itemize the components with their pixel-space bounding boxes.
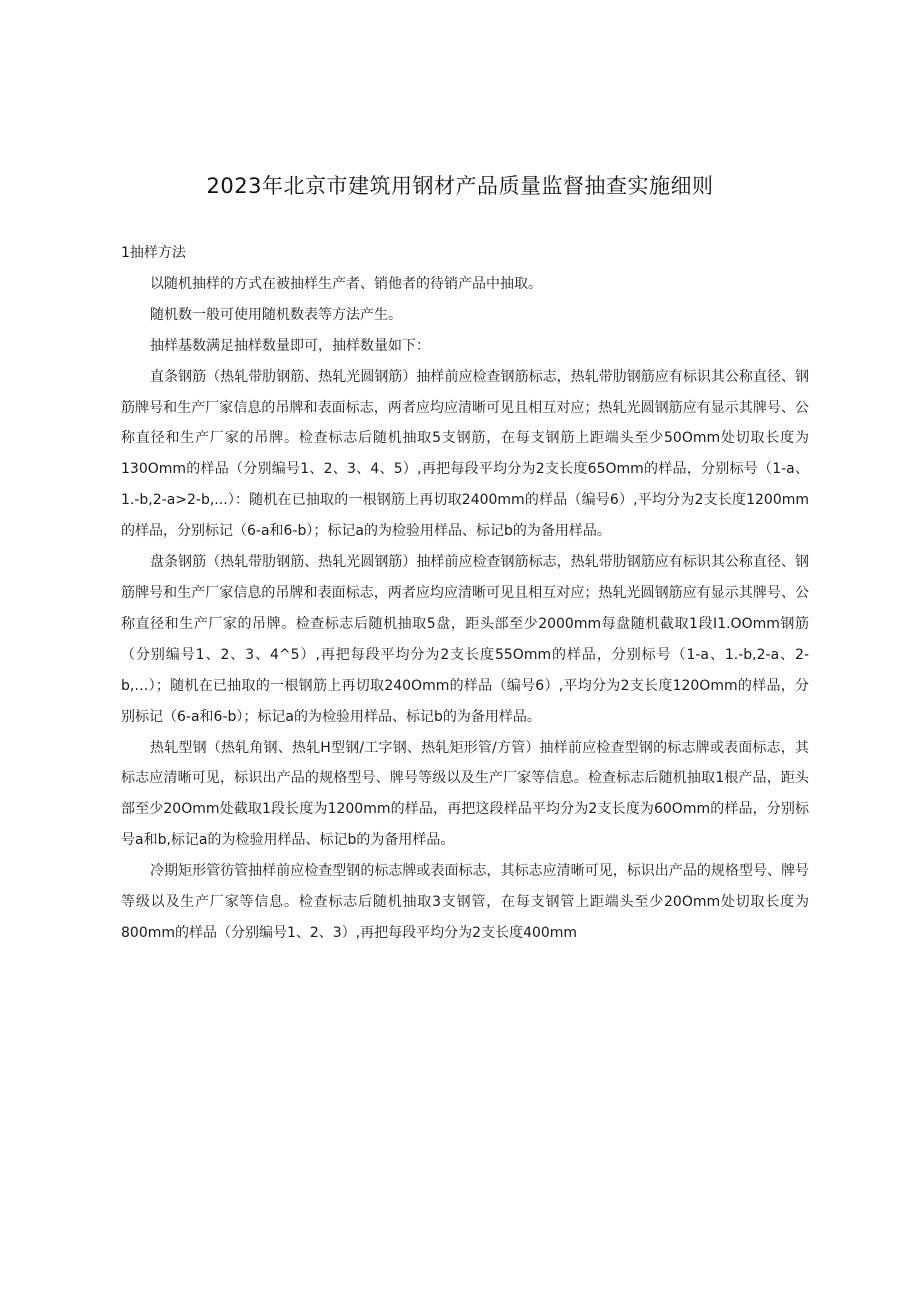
paragraph-sampling-quantity: 抽样基数满足抽样数量即可，抽样数量如下： bbox=[150, 337, 430, 354]
paragraph-sampling-method: 以随机抽样的方式在被抽样生产者、销他者的待销产品中抽取。 bbox=[150, 275, 542, 292]
paragraph-hot-rolled-section: 热轧型钢（热轧角钢、热轧H型钢/工字钢、热轧矩形管/方管）抽样前应检查型钢的标志牌或表面标志，其标志应清晰可见，标识出产品的规格型号、牌号等级以及生产厂家等信息。检查标志后随机抽取1根产品，距头部至少20Omm处截取1段长度为1200mm的样品，再把这段样品平均分为2支长度为60Omm的样品，分别标号a和b,标记a的为检验用样品、标记b的为备用样品。 bbox=[121, 739, 809, 849]
paragraph-coiled-rebar: 盘条钢筋（热轧带肋钢筋、热轧光圆钢筋）抽样前应检查钢筋标志，热轧带肋钢筋应有标识其公称直径、钢筋牌号和生产厂家信息的吊牌和表面标志，两者应均应清晰可见且相互对应；热轧光圆钢筋应有显示其牌号、公称直径和生产厂家的吊牌。检查标志后随机抽取5盘，距头部至少2000mm每盘随机截取1段I1.OOmm钢筋（分别编号1、2、3、4^5）,再把每段平均分为2支长度55Omm的样品，分别标号（1-a、1.-b,2-a、2-b,…）；随机在已抽取的一根钢筋上再切取240Omm的样品（编号6）,平均分为2支长度120Omm的样品，分别标记（6-a和6-b）；标记a的为检验用样品、标记b的为备用样品。 bbox=[121, 554, 809, 725]
paragraph-cold-formed-tube: 冷期矩形管彷管抽样前应检查型钢的标志牌或表面标志，其标志应清晰可见，标识出产品的规格型号、牌号等级以及生产厂家等信息。检查标志后随机抽取3支钢管，在每支钢管上距端头至少20Omm处切取长度为800mm的样品（分别编号1、2、3）,再把每段平均分为2支长度400mm bbox=[121, 863, 809, 941]
paragraph-straight-rebar: 直条钢筋（热轧带肋钢筋、热轧光圆钢筋）抽样前应检查钢筋标志，热轧带肋钢筋应有标识其公称直径、钢筋牌号和生产厂家信息的吊牌和表面标志，两者应均应清晰可见且相互对应；热轧光圆钢筋应有显示其牌号、公称直径和生产厂家的吊牌。检查标志后随机抽取5支钢筋，在每支钢筋上距端头至少50Omm处切取长度为130Omm的样品（分别编号1、2、3、4、5）,再把每段平均分为2支长度65Omm的样品，分别标号（1-a、1.-b,2-a>2-b,...）：随机在已抽取的一根钢筋上再切取2400mm的样品（编号6）,平均分为2支长度1200mm的样品，分别标记（6-a和6-b）；标记a的为检验用样品、标记b的为备用样品。 bbox=[121, 368, 809, 540]
section-heading: 1抽样方法 bbox=[121, 245, 186, 261]
document-title: 2023年北京市建筑用钢材产品质量监督抽查实施细则 bbox=[206, 174, 714, 198]
document-body bbox=[121, 238, 809, 949]
paragraph-random-number: 随机数一般可使用随机数表等方法产生。 bbox=[150, 306, 402, 323]
